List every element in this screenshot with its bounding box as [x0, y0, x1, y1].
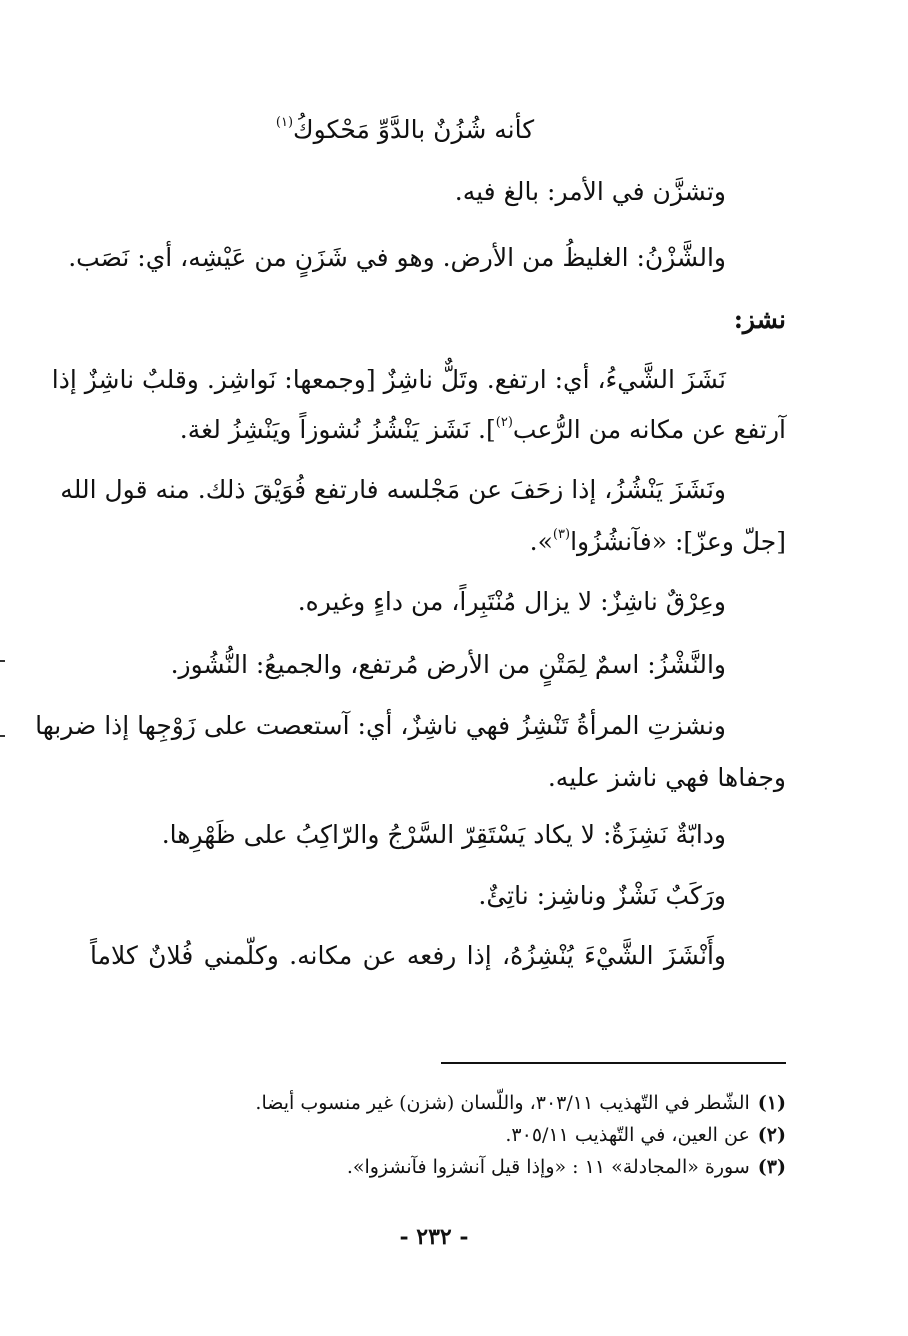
entry-line: وجفاها فهي ناشز عليه. [547, 763, 786, 792]
footnote-divider [441, 1062, 786, 1064]
entry-line: وأَنْشَزَ الشَّيْءَ يُنْشِزُهُ، إذا رفعه عن مكانه. وكلّمني فُلانٌ كلاماً [90, 941, 726, 970]
entry-heading: نشز: [733, 305, 786, 334]
footnote-number: (١) [757, 1092, 786, 1114]
entry-line: ودابّةٌ نَشِزَةٌ: لا يكاد يَسْتَقِرّ السَّرْجُ والرّاكِبُ على ظَهْرِها. [161, 820, 726, 849]
entry-line [180, 410, 786, 450]
entry-line: والشَّزْنُ: الغليظُ من الأرض. وهو في شَزَنٍ من عَيْشِه، أي: نَصَب. [68, 243, 726, 272]
footnote-text: سورة «المجادلة» ١١ : «وإذا قيل آنشزوا فآنشزوا». [346, 1156, 750, 1178]
entry-line: ونَشَزَ يَنْشُزُ، إذا زحَفَ عن مَجْلسه فارتفع فُوَيْقَ ذلك. منه قول الله [60, 475, 726, 504]
entry-line [530, 522, 786, 562]
footnote-ref-1: (١) [275, 115, 294, 130]
entry-line: ونشزتِ المرأةُ تَنْشِزُ فهي ناشِزٌ، أي: آستعصت على زَوْجِها إذا ضربها [35, 711, 726, 740]
scan-mark [0, 735, 5, 737]
entry-text: ». [529, 527, 553, 556]
page-number: - ٢٣٢ - [399, 1224, 469, 1250]
entry-line: نَشَزَ الشَّيءُ، أي: ارتفع. وتَلٌّ ناشِزٌ [وجمعها: نَواشِز. وقلبٌ ناشِزٌ إذا [51, 365, 726, 394]
footnote-text: الشّطر في التّهذيب ٣٠٣/١١، واللّسان (شزن) غير منسوب أيضا. [255, 1092, 750, 1114]
verse-text: كأنه شُزُنٌ بالدَّوِّ مَحْكوكُ [293, 115, 535, 144]
entry-line: والنَّشْزُ: اسمٌ لِمَتْنٍ من الأرض مُرتفع، والجميعُ: النُّشُوز. [170, 650, 726, 679]
footnote [255, 1088, 786, 1118]
entry-line: وتشزَّن في الأمر: بالغ فيه. [454, 177, 726, 206]
poetry-verse [200, 110, 610, 150]
footnote-number: (٣) [757, 1156, 786, 1178]
entry-text: [جلّ وعزّ]: «فآنشُزُوا [570, 527, 786, 556]
footnote-text: عن العين، في التّهذيب ٣٠٥/١١. [505, 1124, 750, 1146]
footnote-ref-2: (٢) [495, 415, 513, 430]
entry-line: ورَكَبٌ نَشْزٌ وناشِز: ناتِئٌ. [478, 881, 726, 910]
entry-text: آرتفع عن مكانه من الرُّعب [512, 415, 786, 444]
entry-line: وعِرْقٌ ناشِزٌ: لا يزال مُنْتَبِراً، من داءٍ وغيره. [297, 587, 726, 616]
footnote [505, 1120, 786, 1150]
footnote-ref-3: (٣) [552, 527, 571, 542]
footnote-number: (٢) [757, 1124, 786, 1146]
entry-text: ]. نَشَز يَنْشُزُ نُشوزاً ويَنْشِزُ لغة. [179, 415, 496, 444]
scan-mark [0, 660, 5, 662]
footnote [347, 1152, 786, 1182]
